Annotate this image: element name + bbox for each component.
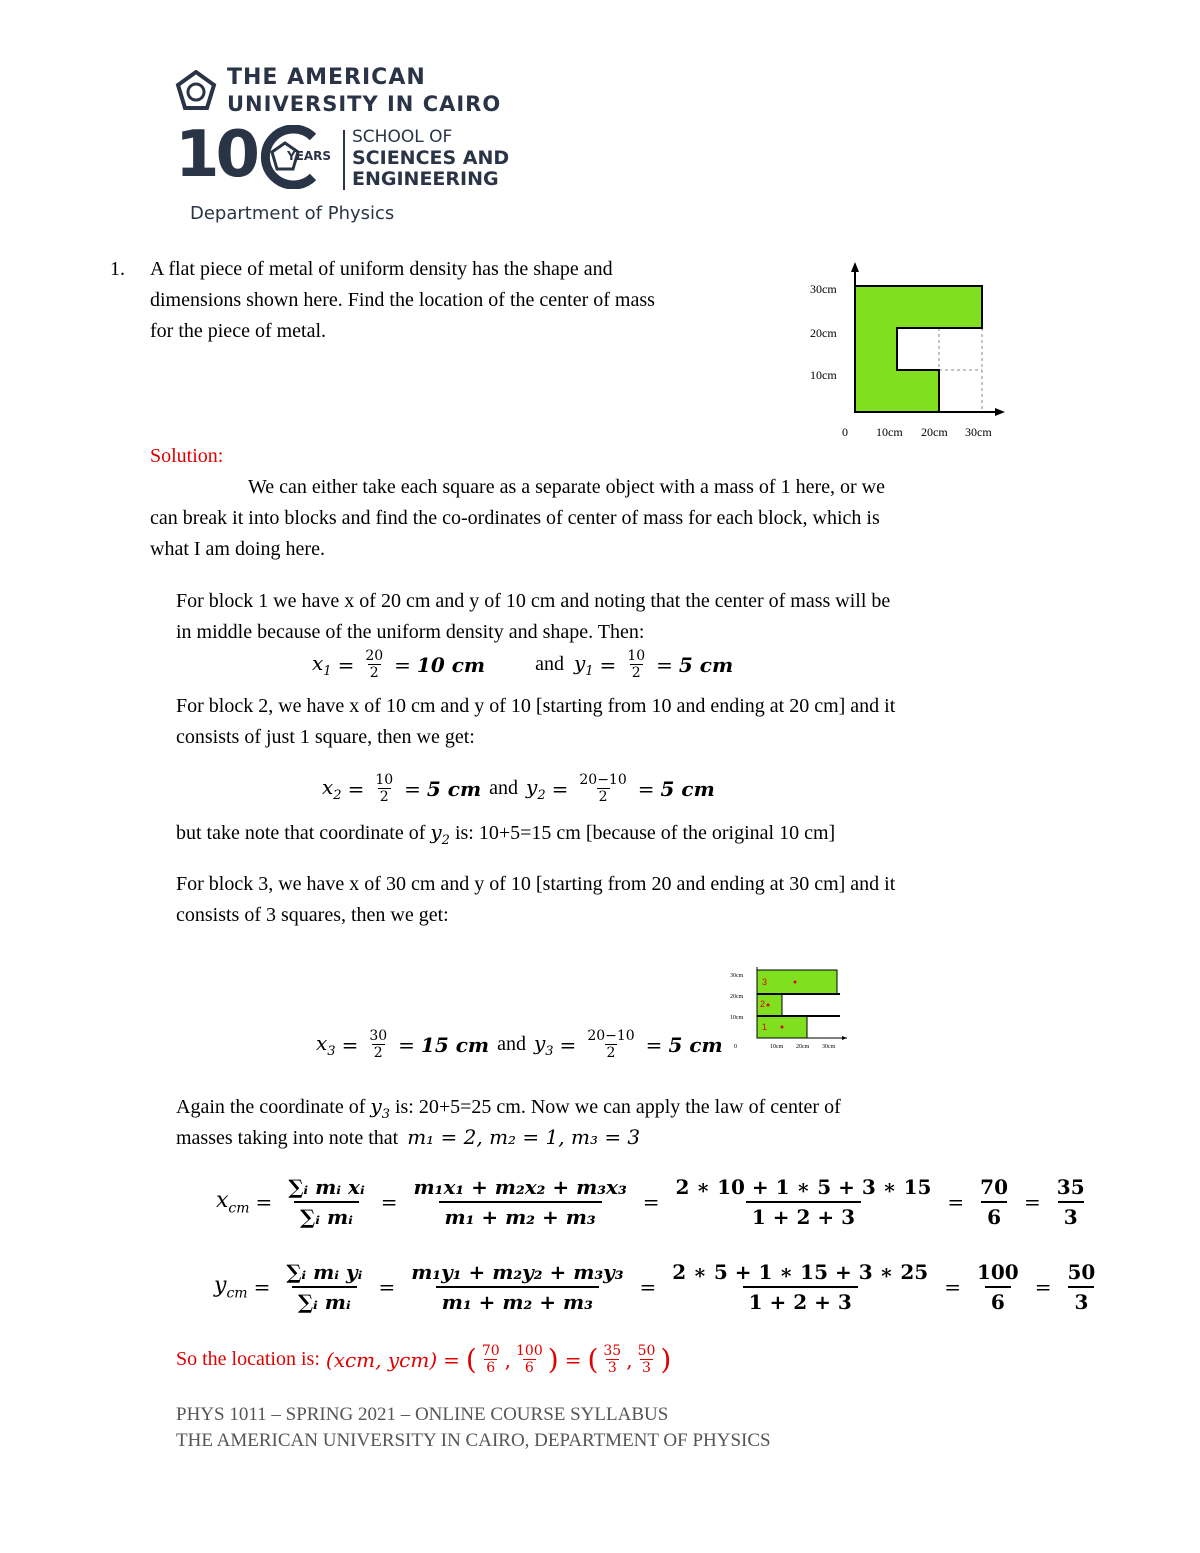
equation-xcm: $x_{cm}$ = $\frac{\text{∑ᵢ mᵢ xᵢ}}{\text{∑ᵢ mᵢ}}$ = $\frac{\text{m₁x₁ + m₂x₂ + m₃x₃}}{\text{m₁ + m₂ + m₃}}$ = $\frac{2 ∗ 10 + 1 ∗ 5 + 3 ∗ 15}{1 + 2 + 3}$ = $\frac{70}{6}$ = $\frac{35}{3}$ xyxy=(216,1175,1085,1229)
problem-text-line3: for the piece of metal. xyxy=(150,320,327,342)
fig2-y-30: 30cm xyxy=(730,973,744,979)
centennial-number: 10 xyxy=(175,118,257,192)
block2-line1: For block 2, we have x of 10 cm and y of 10 [starting from 10 and ending at 20 cm] and it xyxy=(176,695,896,717)
university-seal-icon xyxy=(175,70,217,112)
y-tick-20: 20cm xyxy=(810,326,837,340)
block3-line2: consists of 3 squares, then we get: xyxy=(176,904,449,926)
metal-shape xyxy=(855,286,982,412)
aucegypt-logo xyxy=(175,65,555,230)
university-name-line1: THE AMERICAN xyxy=(227,65,426,90)
block2-line2: consists of just 1 square, then we get: xyxy=(176,726,475,748)
solution-heading: Solution: xyxy=(150,445,224,467)
x-tick-20: 20cm xyxy=(921,425,948,439)
equation-ycm: $y_{cm}$ = $\frac{\text{∑ᵢ mᵢ yᵢ}}{\text{∑ᵢ mᵢ}}$ = $\frac{\text{m₁y₁ + m₂y₂ + m₃y₃}}{\text{m₁ + m₂ + m₃}}$ = $\frac{2 ∗ 5 + 1 ∗ 15 + 3 ∗ 25}{1 + 2 + 3}$ = $\frac{100}{6}$ = $\frac{50}{3}$ xyxy=(214,1260,1096,1314)
block-label-1: 1 xyxy=(762,1022,768,1032)
equation-block1: $x_1$ = $\frac{20}{2}$ = 10 cm and $y_1$ = $\frac{10}{2}$ = 5 cm xyxy=(312,648,734,681)
fig2-x-20: 20cm xyxy=(796,1044,810,1050)
school-line2: SCIENCES AND xyxy=(352,147,510,169)
problem-number: 1. xyxy=(110,258,125,280)
intro-line3: what I am doing here. xyxy=(150,538,325,560)
university-name-line2: UNIVERSITY IN CAIRO xyxy=(227,92,502,116)
again-line: Again the coordinate of $y_3$ is: 20+5=25 cm. Now we can apply the law of center of xyxy=(176,1094,841,1122)
block1-line2: in middle because of the uniform density and shape. Then: xyxy=(176,621,645,643)
logo-divider xyxy=(343,130,345,190)
final-answer: So the location is: (xcm, ycm) = ( $\frac{70}{6}$ , $\frac{100}{6}$ ) = ( $\frac{35}{3}$ , $\frac{50}{3}$ ) xyxy=(176,1343,672,1376)
intro-line2: can break it into blocks and find the co-ordinates of center of mass for each block, which is xyxy=(150,507,880,529)
equation-block2: $x_2$ = $\frac{10}{2}$ = 5 cm and $y_2$ = $\frac{20-10}{2}$ = 5 cm xyxy=(322,772,715,805)
masses-line: masses taking into note that m₁ = 2, m₂ = 1, m₃ = 3 xyxy=(176,1125,641,1149)
problem-text-line2: dimensions shown here. Find the location of the center of mass xyxy=(150,289,655,311)
y-tick-10: 10cm xyxy=(810,368,837,382)
block-label-2: 2 xyxy=(760,999,766,1009)
x-tick-30: 30cm xyxy=(965,425,992,439)
footer-line2: THE AMERICAN UNIVERSITY IN CAIRO, DEPARTMENT OF PHYSICS xyxy=(176,1430,771,1451)
cm-dot-2 xyxy=(767,1004,770,1007)
footer-line1: PHYS 1011 – SPRING 2021 – ONLINE COURSE SYLLABUS xyxy=(176,1404,669,1425)
block2-note: but take note that coordinate of $y_2$ is: 10+5=15 cm [because of the original 10 cm] xyxy=(176,820,836,848)
equation-block3: $x_3$ = $\frac{30}{2}$ = 15 cm and $y_3$ = $\frac{20-10}{2}$ = 5 cm xyxy=(316,1028,723,1061)
years-label: YEARS xyxy=(287,149,332,163)
department-name: Department of Physics xyxy=(190,203,395,224)
school-line1: SCHOOL OF xyxy=(352,127,453,147)
x-tick-0: 0 xyxy=(842,425,848,439)
fig2-x-0: 0 xyxy=(734,1044,737,1050)
problem-text-line1: A flat piece of metal of uniform density has the shape and xyxy=(150,258,613,280)
fig2-y-20: 20cm xyxy=(730,994,744,1000)
cm-dot-3 xyxy=(794,981,797,984)
intro-line1: We can either take each square as a separate object with a mass of 1 here, or we xyxy=(248,476,885,498)
block-label-3: 3 xyxy=(762,977,768,987)
fig2-x-10: 10cm xyxy=(770,1044,784,1050)
fig2-x-30: 30cm xyxy=(822,1044,836,1050)
blocks-figure xyxy=(722,965,852,1055)
block3-line1: For block 3, we have x of 30 cm and y of 10 [starting from 20 and ending at 30 cm] and it xyxy=(176,873,896,895)
shape-figure xyxy=(800,260,1020,450)
fig2-y-10: 10cm xyxy=(730,1015,744,1021)
x-tick-10: 10cm xyxy=(876,425,903,439)
school-line3: ENGINEERING xyxy=(352,168,499,190)
block1-line1: For block 1 we have x of 20 cm and y of 10 cm and noting that the center of mass will be xyxy=(176,590,891,612)
cm-dot-1 xyxy=(781,1026,784,1029)
y-tick-30: 30cm xyxy=(810,282,837,296)
